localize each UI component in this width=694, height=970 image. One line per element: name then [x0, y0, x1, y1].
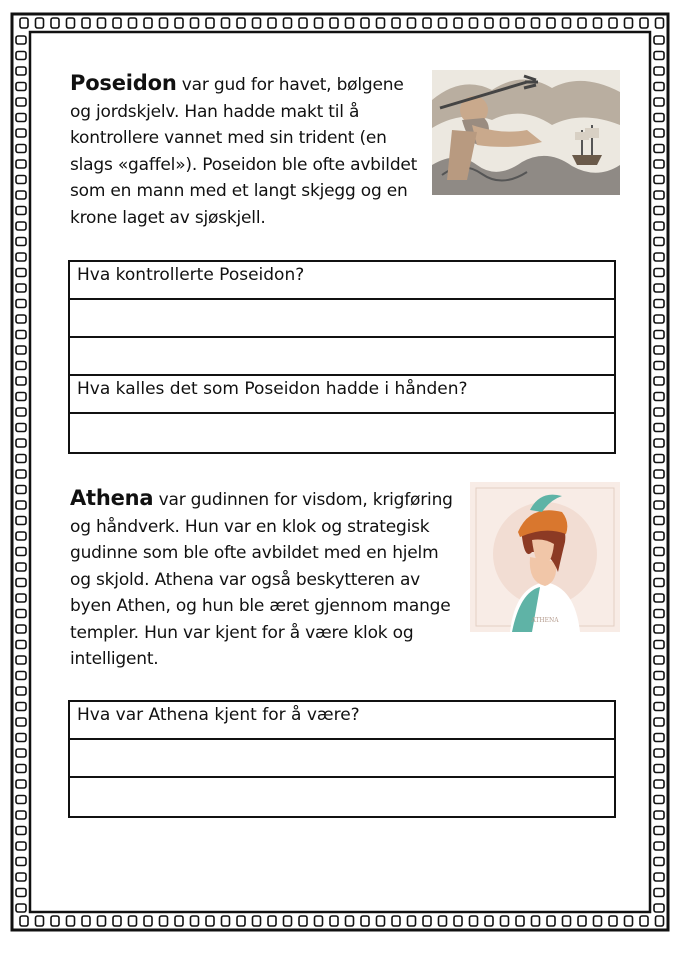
athena-questions-table — [68, 700, 616, 818]
answer-row[interactable] — [70, 338, 614, 376]
athena-name: Athena — [70, 486, 154, 510]
answer-row[interactable] — [70, 300, 614, 338]
athena-paragraph — [70, 485, 455, 673]
poseidon-text: var gud for havet, bølgene og jordskjelv. Han hadde makt til å kontrollere vannet med sin trident (en slags «gaffel»). Poseidon ble ofte avbildet som en mann med et langt skjegg og en krone laget av sjøskjell. — [70, 75, 418, 228]
poseidon-questions-table — [68, 260, 616, 454]
question-text: Hva var Athena kjent for å være? — [77, 705, 360, 725]
poseidon-image — [432, 70, 620, 195]
question-row — [70, 702, 614, 740]
question-text: Hva kalles det som Poseidon hadde i hånden? — [77, 379, 468, 399]
poseidon-paragraph — [70, 70, 425, 231]
poseidon-name: Poseidon — [70, 71, 177, 95]
poseidon-section — [70, 70, 425, 231]
answer-row[interactable] — [70, 740, 614, 778]
athena-caption: ATHENA — [531, 617, 559, 624]
question-row — [70, 262, 614, 300]
athena-image — [470, 482, 620, 632]
answer-row[interactable] — [70, 414, 614, 452]
athena-section — [70, 485, 455, 673]
question-text: Hva kontrollerte Poseidon? — [77, 265, 305, 285]
answer-row[interactable] — [70, 778, 614, 816]
athena-text: var gudinnen for visdom, krigføring og håndverk. Hun var en klok og strategisk gudinne som ble ofte avbildet med en hjelm og skjold. Athena var også beskytteren av byen Athen, og hun ble æret gjennom mange templer. Hun var kjent for å være klok og intelligent. — [70, 490, 453, 669]
question-row — [70, 376, 614, 414]
